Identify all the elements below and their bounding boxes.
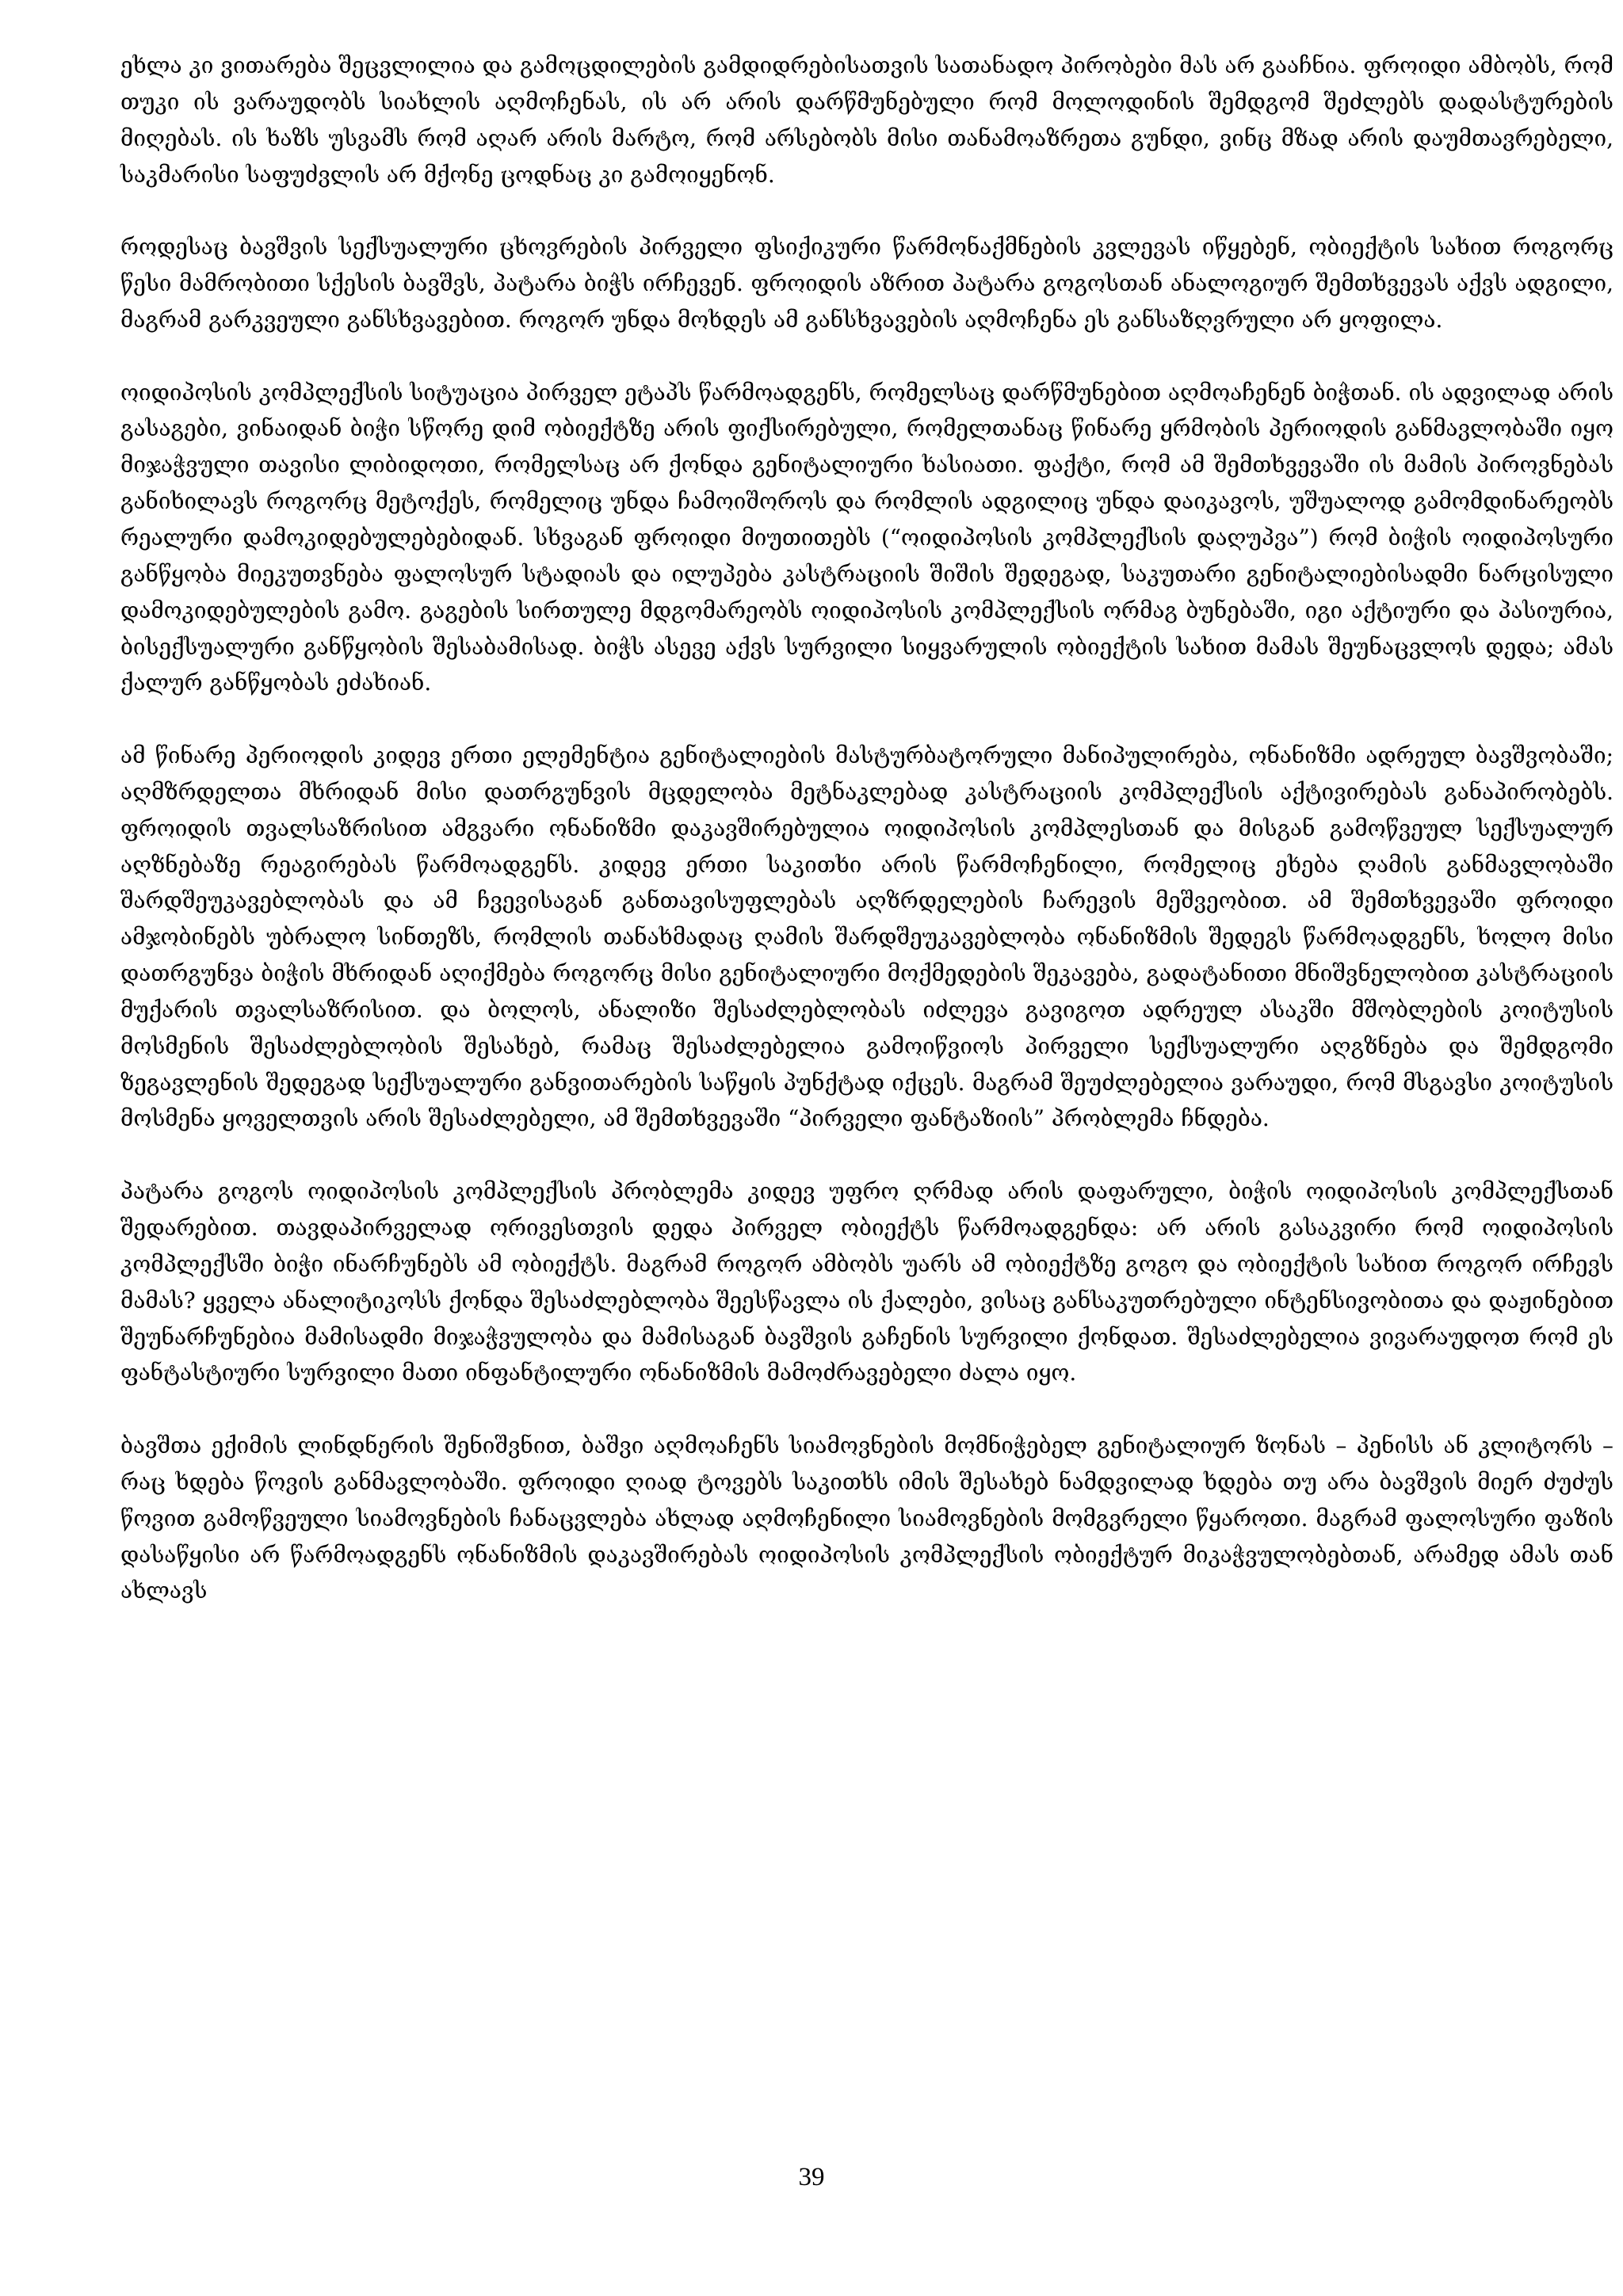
page-number: 39 bbox=[798, 2163, 825, 2191]
paragraph: პატარა გოგოს ოიდიპოსის კომპლექსის პრობლემა კიდევ უფრო ღრმად არის დაფარული, ბიჭის ოიდიპოსის კომპლექსთან შედარებით. თავდაპირველად ორივესთვის დედა პირველ ობიექტს წარმოადგენდა: არ არის გასაკვირი რომ ოიდიპოსის კომპლექსში ბიჭი ინარჩუნებს ამ ობიექტს. მაგრამ როგორ ამბობს უარს ამ ობიექტზე გოგო და ობიექტის სახით როგორ ირჩევს მამას? ყველა ანალიტიკოსს ქონდა შესაძლებლობა შეესწავლა ის ქალები, ვისაც განსაკუთრებული ინტენსივობითა და დაჟინებით შეუნარჩუნებია მამისადმი მიჯაჭვულობა და მამისაგან ბავშვის გაჩენის სურვილი ქონდათ. შესაძლებელია ვივარაუდოთ რომ ეს ფანტასტიური სურვილი მათი ინფანტილური ონანიზმის მამოძრავებელი ძალა იყო. bbox=[120, 1178, 1613, 1386]
paragraph: ბავშთა ექიმის ლინდნერის შენიშვნით, ბაშვი აღმოაჩენს სიამოვნების მომნიჭებელ გენიტალიურ ზონას – პენისს ან კლიტორს – რაც ხდება წოვის განმავლობაში. ფროიდი ღიად ტოვებს საკითხს იმის შესახებ ნამდვილად ხდება თუ არა ბავშვის მიერ ძუძუს წოვით გამოწვეული სიამოვნების ჩანაცვლება ახლად აღმოჩენილი სიამოვნების მომგვრელი წყაროთი. მაგრამ ფალოსური ფაზის დასაწყისი არ წარმოადგენს ონანიზმის დაკავშირებას ოიდიპოსის კომპლექსის ობიექტურ მიკაჭვულობებთან, არამედ ამას თან ახლავს bbox=[120, 1432, 1613, 1604]
paragraph: როდესაც ბავშვის სექსუალური ცხოვრების პირველი ფსიქიკური წარმონაქმნების კვლევას იწყებენ, ობიექტის სახით როგორც წესი მამრობითი სქესის ბავშვს, პატარა ბიჭს ირჩევენ. ფროიდის აზრით პატარა გოგოსთან ანალოგიურ შემთხვევას აქვს ადგილი, მაგრამ გარკვეული განსხვავებით. როგორ უნდა მოხდეს ამ განსხვავების აღმოჩენა ეს განსაზღვრული არ ყოფილა. bbox=[120, 234, 1613, 333]
paragraph: ეხლა კი ვითარება შეცვლილია და გამოცდილების გამდიდრებისათვის სათანადო პირობები მას არ გააჩნია. ფროიდი ამბობს, რომ თუკი ის ვარაუდობს სიახლის აღმოჩენას, ის არ არის დარწმუნებული რომ მოლოდინის შემდგომ შეძლებს დადასტურების მიღებას. ის ხაზს უსვამს რომ აღარ არის მარტო, რომ არსებობს მისი თანამოაზრეთა გუნდი, ვინც მზად არის დაუმთავრებელი, საკმარისი საფუძვლის არ მქონე ცოდნაც კი გამოიყენონ. bbox=[120, 52, 1613, 188]
paragraph: ოიდიპოსის კომპლექსის სიტუაცია პირველ ეტაპს წარმოადგენს, რომელსაც დარწმუნებით აღმოაჩენენ ბიჭთან. ის ადვილად არის გასაგები, ვინაიდან ბიჭი სწორე დიმ ობიექტზე არის ფიქსირებული, რომელთანაც წინარე ყრმობის პერიოდის განმავლობაში იყო მიჯაჭვული თავისი ლიბიდოთი, რომელსაც არ ქონდა გენიტალიური ხასიათი. ფაქტი, რომ ამ შემთხვევაში ის მამის პიროვნებას განიხილავს როგორც მეტოქეს, რომელიც უნდა ჩამოიშოროს და რომლის ადგილიც უნდა დაიკავოს, უშუალოდ გამომდინარეობს რეალური დამოკიდებულებებიდან. სხვაგან ფროიდი მიუთითებს (“ოიდიპოსის კომპლექსის დაღუპვა”) რომ ბიჭის ოიდიპოსური განწყობა მიეკუთვნება ფალოსურ სტადიას და ილუპება კასტრაციის შიშის შედეგად, საკუთარი გენიტალიებისადმი ნარცისული დამოკიდებულების გამო. გაგების სირთულე მდგომარეობს ოიდიპოსის კომპლექსის ორმაგ ბუნებაში, იგი აქტიური და პასიურია, ბისექსუალური განწყობის შესაბამისად. ბიჭს ასევე აქვს სურვილი სიყვარულის ობიექტის სახით მამას შეუნაცვლოს დედა; ამას ქალურ განწყობას ეძახიან. bbox=[120, 379, 1613, 696]
page-body bbox=[120, 48, 1613, 1646]
paragraph: ამ წინარე პერიოდის კიდევ ერთი ელემენტია გენიტალიების მასტურბატორული მანიპულირება, ონანიზმი ადრეულ ბავშვობაში; აღმზრდელთა მხრიდან მისი დათრგუნვის მცდელობა მეტნაკლებად კასტრაციის კომპლექსის აქტივირებას განაპირობებს. ფროიდის თვალსაზრისით ამგვარი ონანიზმი დაკავშირებულია ოიდიპოსის კომპლესთან და მისგან გამოწვეულ სექსუალურ აღზნებაზე რეაგირებას წარმოადგენს. კიდევ ერთი საკითხი არის წარმოჩენილი, რომელიც ეხება ღამის განმავლობაში შარდშეუკავებლობას და ამ ჩვევისაგან განთავისუფლებას აღზრდელების ჩარევის მეშვეობით. ამ შემთხვევაში ფროიდი ამჯობინებს უბრალო სინთეზს, რომლის თანახმადაც ღამის შარდშეუკავებლობა ონანიზმის შედეგს წარმოადგენს, ხოლო მისი დათრგუნვა ბიჭის მხრიდან აღიქმება როგორც მისი გენიტალიური მოქმედების შეკავება, გადატანითი მნიშვნელობით კასტრაციის მუქარის თვალსაზრისით. და ბოლოს, ანალიზი შესაძლებლობას იძლევა გავიგოთ ადრეულ ასაკში მშობლების კოიტუსის მოსმენის შესაძლებლობის შესახებ, რამაც შესაძლებელია გამოიწვიოს პირველი სექსუალური აღგზნება და შემდგომი ზეგავლენის შედეგად სექსუალური განვითარების საწყის პუნქტად იქცეს. მაგრამ შეუძლებელია ვარაუდი, რომ მსგავსი კოიტუსის მოსმენა ყოველთვის არის შესაძლებელი, ამ შემთხვევაში “პირველი ფანტაზიის” პრობლემა ჩნდება. bbox=[120, 742, 1613, 1132]
